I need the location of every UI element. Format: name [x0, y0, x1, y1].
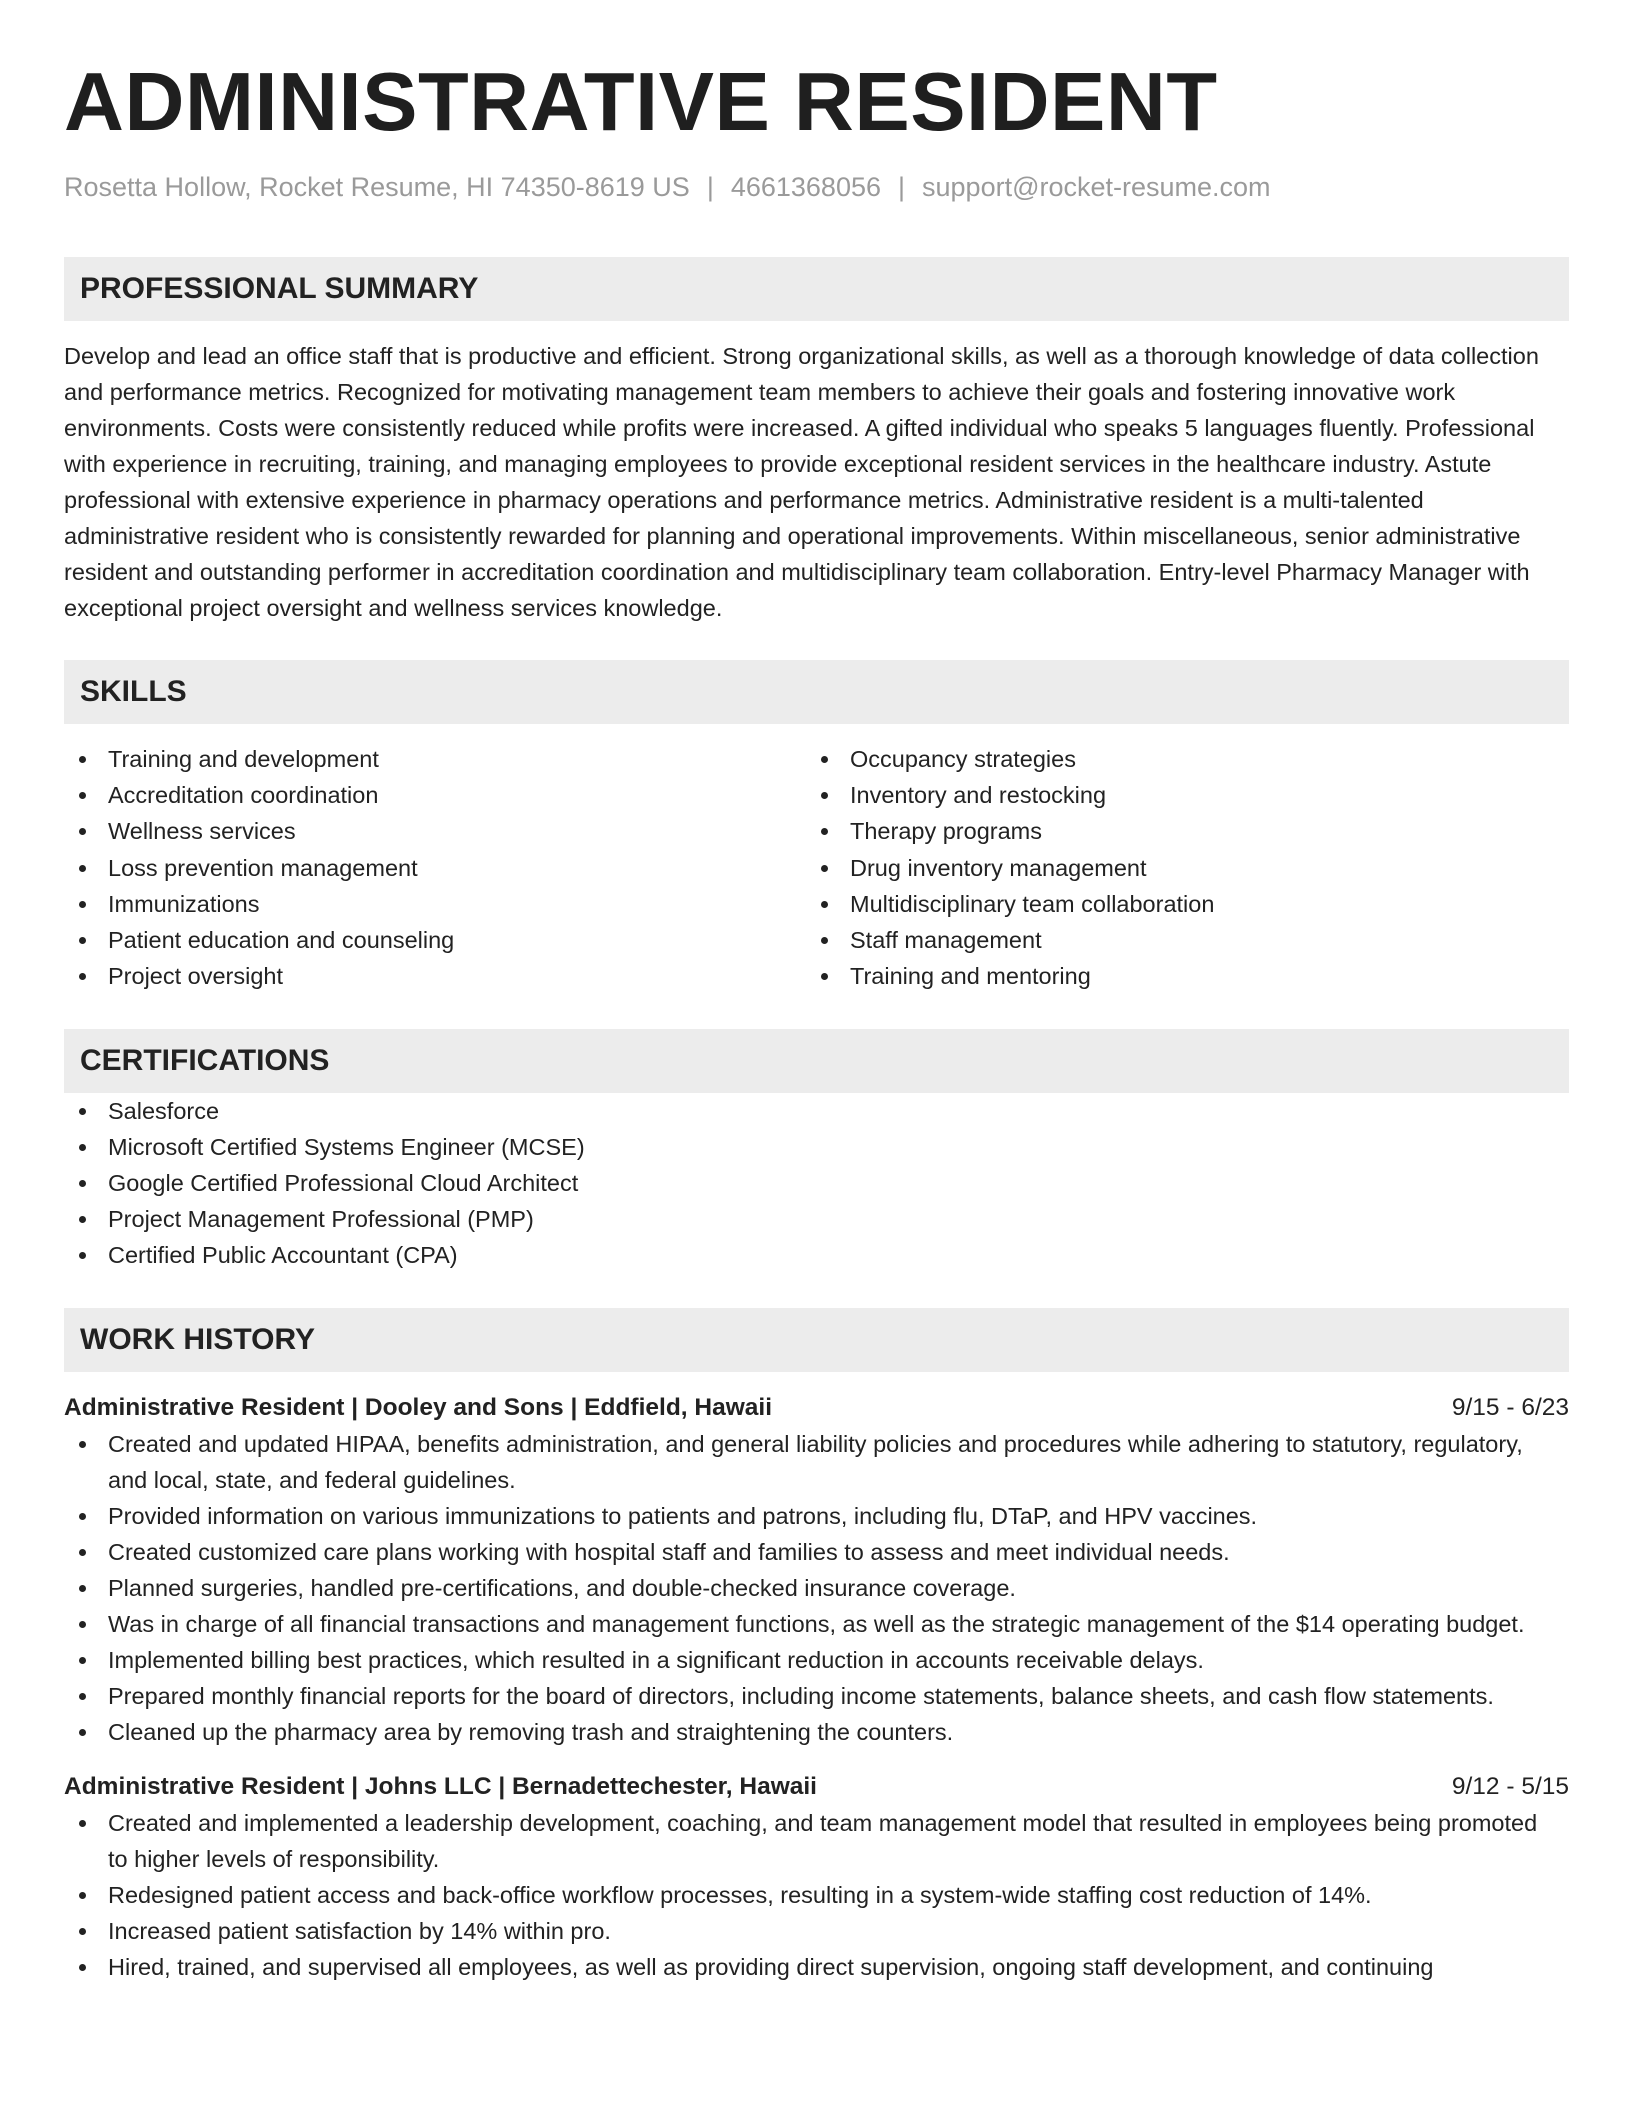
skill-item: Wellness services [64, 813, 806, 849]
skills-list-left [64, 741, 806, 994]
skill-item: Patient education and counseling [64, 922, 806, 958]
skill-item: Multidisciplinary team collaboration [806, 886, 1548, 922]
job-bullet: Planned surgeries, handled pre-certifications, and double-checked insurance coverage. [64, 1570, 1569, 1606]
skills-section-header: SKILLS [64, 660, 1569, 724]
job-bullet: Created and updated HIPAA, benefits administration, and general liability policies and procedures while adhering to statutory, regulatory, and local, state, and federal guidelines. [64, 1426, 1569, 1498]
skill-item: Training and mentoring [806, 958, 1548, 994]
job-title: Administrative Resident | Johns LLC | Bernadettechester, Hawaii [64, 1773, 817, 1801]
job-bullet-list [64, 1426, 1569, 1750]
skills-list-right [806, 741, 1548, 994]
skill-item: Drug inventory management [806, 850, 1548, 886]
certifications-section-header: CERTIFICATIONS [64, 1029, 1569, 1093]
job-header [64, 1390, 1569, 1426]
contact-separator: | [706, 172, 714, 202]
job-bullet: Redesigned patient access and back-office workflow processes, resulting in a system-wide staffing cost reduction of 14%. [64, 1877, 1569, 1913]
contact-separator: | [898, 172, 906, 202]
certification-item: Salesforce [64, 1093, 1569, 1129]
job-bullet-list [64, 1805, 1569, 1985]
job-bullet: Created customized care plans working with hospital staff and families to assess and meet individual needs. [64, 1534, 1569, 1570]
contact-email: support@rocket-resume.com [922, 172, 1271, 202]
job-bullet: Prepared monthly financial reports for the board of directors, including income statements, balance sheets, and cash flow statements. [64, 1678, 1569, 1714]
job-title: Administrative Resident | Dooley and Sons | Eddfield, Hawaii [64, 1394, 773, 1422]
skill-item: Immunizations [64, 886, 806, 922]
job-bullet: Created and implemented a leadership development, coaching, and team management model that resulted in employees being promoted to higher levels of responsibility. [64, 1805, 1569, 1877]
work-history-section-header: WORK HISTORY [64, 1308, 1569, 1372]
summary-text: Develop and lead an office staff that is productive and efficient. Strong organizational skills, as well as a thorough knowledge of data collection and performance metrics. Recognized for motivating management team members to achieve their goals and fostering innovative work environments. Costs were consistently reduced while profits were increased. A gifted individual who speaks 5 languages fluently. Professional with experience in recruiting, training, and managing employees to provide exceptional resident services in the healthcare industry. Astute professional with extensive experience in pharmacy operations and performance metrics. Administrative resident is a multi-talented administrative resident who is consistently rewarded for planning and operational improvements. Within miscellaneous, senior administrative resident and outstanding performer in accreditation coordination and multidisciplinary team collaboration. Entry-level Pharmacy Manager with exceptional project oversight and wellness services knowledge. [64, 343, 1539, 621]
skill-item: Project oversight [64, 958, 806, 994]
job-bullet: Provided information on various immunizations to patients and patrons, including flu, DTaP, and HPV vaccines. [64, 1498, 1569, 1534]
skill-item: Loss prevention management [64, 850, 806, 886]
contact-address: Rosetta Hollow, Rocket Resume, HI 74350-8619 US [64, 172, 690, 202]
contact-phone: 4661368056 [730, 172, 881, 202]
skill-item: Occupancy strategies [806, 741, 1548, 777]
skill-item: Training and development [64, 741, 806, 777]
job-bullet: Increased patient satisfaction by 14% within pro. [64, 1913, 1569, 1949]
skill-item: Inventory and restocking [806, 777, 1548, 813]
resume-name: ADMINISTRATIVE RESIDENT [64, 55, 1218, 148]
certification-item: Certified Public Accountant (CPA) [64, 1237, 1569, 1273]
skill-item: Therapy programs [806, 813, 1548, 849]
job-bullet: Hired, trained, and supervised all employees, as well as providing direct supervision, ongoing staff development, and continuing [64, 1949, 1569, 1985]
job-entry [64, 1769, 1569, 1985]
skill-item: Staff management [806, 922, 1548, 958]
skill-item: Accreditation coordination [64, 777, 806, 813]
job-bullet: Implemented billing best practices, which resulted in a significant reduction in accounts receivable delays. [64, 1642, 1569, 1678]
job-header [64, 1769, 1569, 1805]
summary-section-header: PROFESSIONAL SUMMARY [64, 257, 1569, 321]
certification-item: Microsoft Certified Systems Engineer (MCSE) [64, 1129, 1569, 1165]
job-dates: 9/15 - 6/23 [1451, 1394, 1569, 1422]
certification-item: Project Management Professional (PMP) [64, 1201, 1569, 1237]
job-entry [64, 1390, 1569, 1750]
skills-columns [64, 741, 1569, 994]
job-bullet: Was in charge of all financial transactions and management functions, as well as the strategic management of the $14 operating budget. [64, 1606, 1569, 1642]
job-bullet: Cleaned up the pharmacy area by removing trash and straightening the counters. [64, 1714, 1569, 1750]
certifications-list [64, 1093, 1569, 1273]
contact-line [64, 170, 1569, 204]
job-dates: 9/12 - 5/15 [1451, 1773, 1569, 1801]
certification-item: Google Certified Professional Cloud Architect [64, 1165, 1569, 1201]
